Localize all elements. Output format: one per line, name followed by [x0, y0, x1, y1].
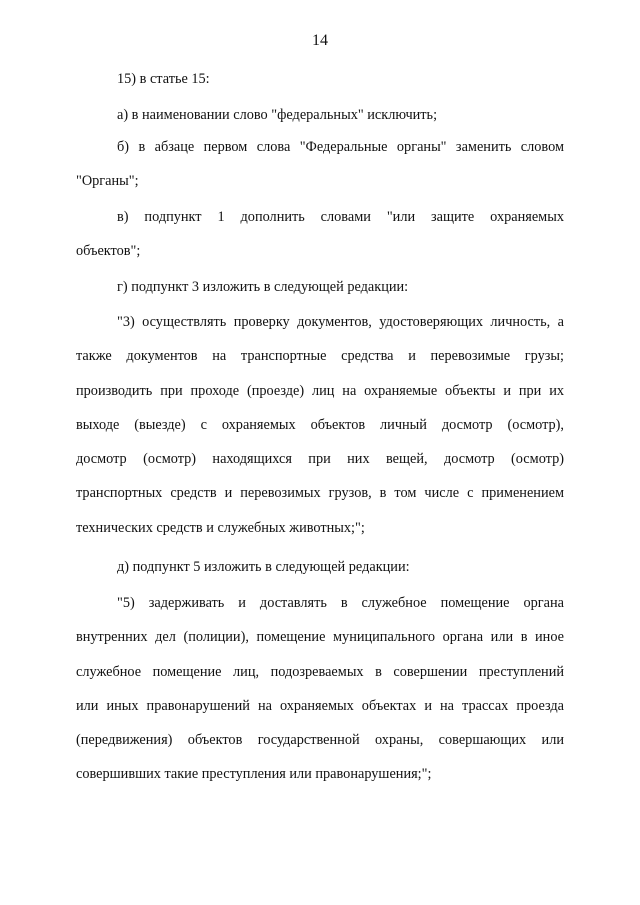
text-line: также документов на транспортные средства и перевозимые грузы; — [76, 348, 564, 365]
text-line: или иных правонарушений на охраняемых объектах и на трассах проезда — [76, 697, 564, 714]
page-number: 14 — [312, 32, 328, 49]
text-line: объектов"; — [76, 243, 141, 260]
text-line: (передвижения) объектов государственной охраны, совершающих или — [76, 732, 564, 749]
text-line: выходе (выезде) с охраняемых объектов личный досмотр (осмотр), — [76, 416, 564, 433]
text-line: г) подпункт 3 изложить в следующей редакции: — [117, 279, 409, 295]
text-line: 15) в статье 15: — [117, 71, 210, 87]
text-line: досмотр (осмотр) находящихся при них вещей, досмотр (осмотр) — [76, 451, 564, 468]
paragraph-item-g — [76, 270, 564, 304]
text-line: производить при проходе (проезде) лиц на охраняемые объекты и при их — [76, 382, 564, 399]
text-line: а) в наименовании слово "федеральных" исключить; — [117, 107, 438, 123]
text-line: "Органы"; — [76, 173, 139, 190]
text-line: внутренних дел (полиции), помещение муниципального органа или в иное — [76, 629, 564, 646]
text-line: "3) осуществлять проверку документов, удостоверяющих личность, а — [117, 314, 564, 330]
paragraph-item-v — [76, 200, 564, 269]
text-line: транспортных средств и перевозимых грузов, в том числе с применением — [76, 485, 564, 502]
paragraph-article-15 — [76, 62, 564, 96]
paragraph-item-b — [76, 130, 564, 199]
paragraph-subitem-3-text — [76, 305, 564, 545]
paragraph-item-a — [76, 98, 564, 132]
text-line: в) подпункт 1 дополнить словами "или защите охраняемых — [117, 209, 564, 225]
text-line: д) подпункт 5 изложить в следующей редакции: — [117, 559, 410, 575]
text-line: совершивших такие преступления или правонарушения;"; — [76, 766, 432, 783]
paragraph-subitem-5-text — [76, 586, 564, 792]
text-line: б) в абзаце первом слова "Федеральные органы" заменить словом — [117, 139, 564, 155]
text-line: "5) задерживать и доставлять в служебное помещение органа — [117, 595, 564, 611]
text-line: технических средств и служебных животных;"; — [76, 519, 365, 536]
paragraph-item-d — [76, 550, 564, 584]
text-line: служебное помещение лиц, подозреваемых в совершении преступлений — [76, 663, 564, 680]
